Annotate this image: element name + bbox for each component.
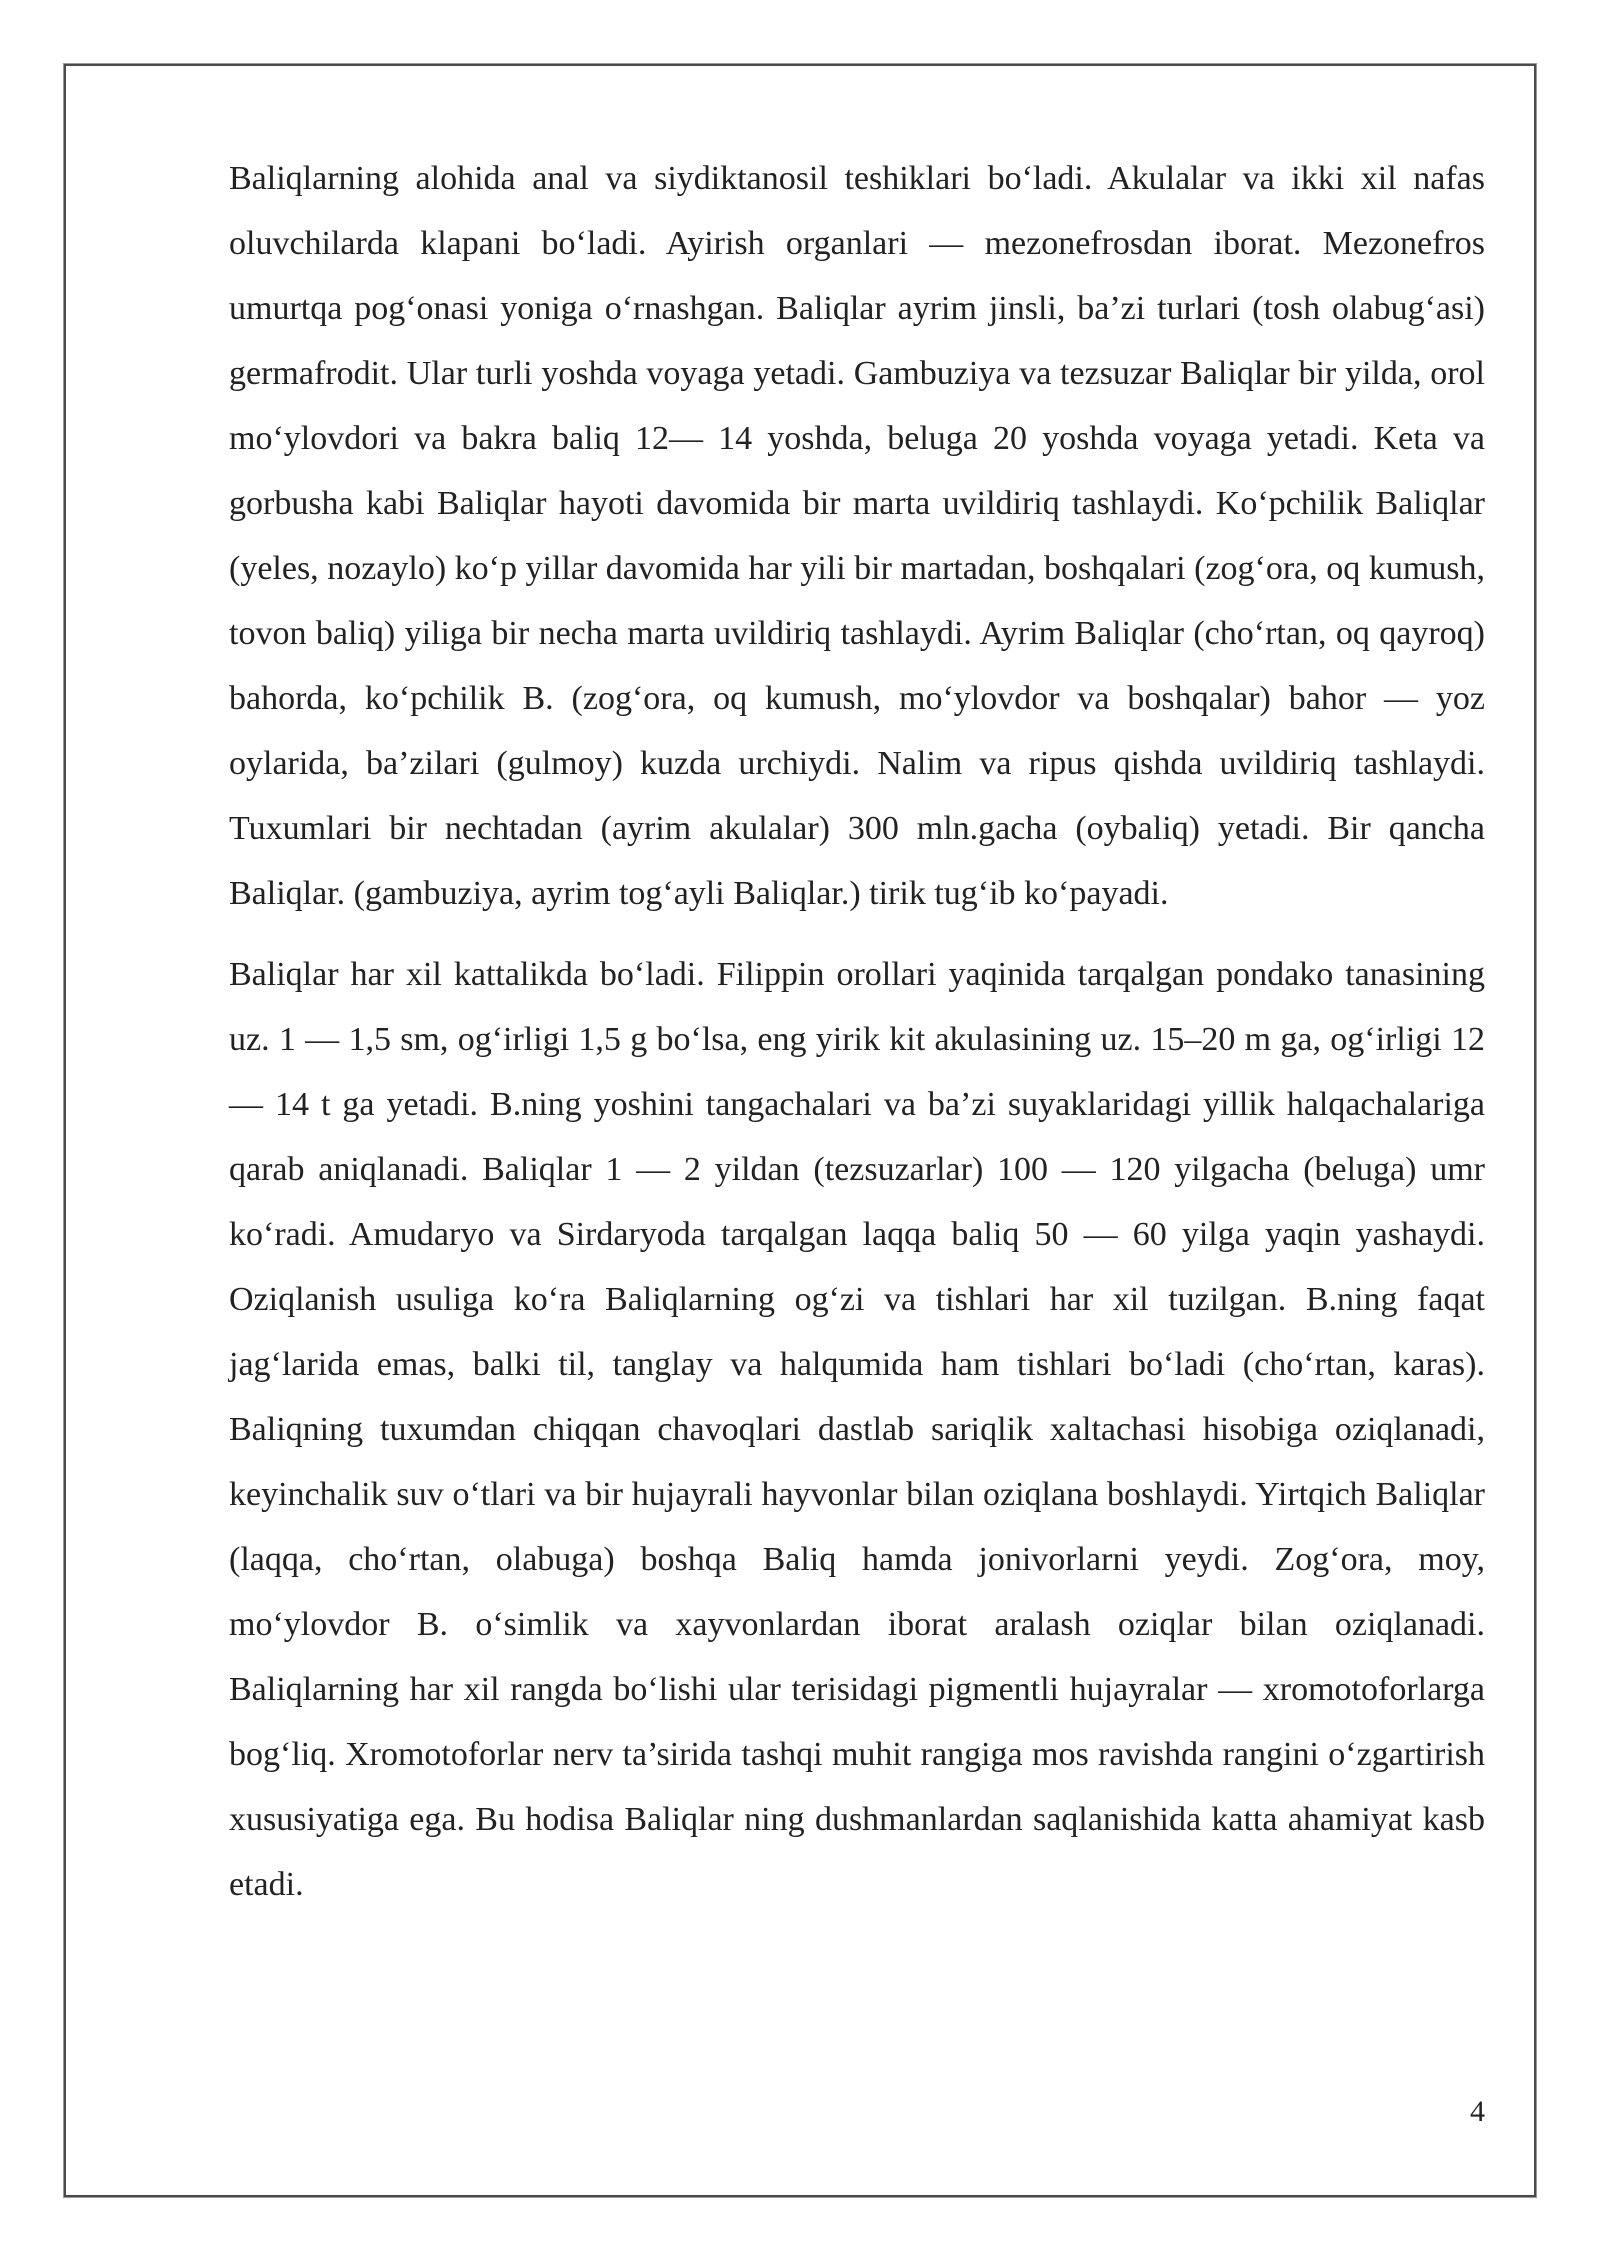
- paragraph-2: Baliqlar har xil kattalikda bo‘ladi. Filippin orollari yaqinida tarqalgan pondako tanasining uz. 1 — 1,5 sm, og‘irligi 1,5 g bo‘lsa, eng yirik kit akulasining uz. 15–20 m ga, og‘irligi 12 — 14 t ga yetadi. B.ning yoshini tangachalari va ba’zi suyaklaridagi yillik halqachalariga qarab aniqlanadi. Baliqlar 1 — 2 yildan (tezsuzarlar) 100 — 120 yilgacha (beluga) umr ko‘radi. Amudaryo va Sirdaryoda tarqalgan laqqa baliq 50 — 60 yilga yaqin yashaydi. Oziqlanish usuliga ko‘ra Baliqlarning og‘zi va tishlari har xil tuzilgan. B.ning faqat jag‘larida emas, balki til, tanglay va halqumida ham tishlari bo‘ladi (cho‘rtan, karas). Baliqning tuxumdan chiqqan chavoqlari dastlab sariqlik xaltachasi hisobiga oziqlanadi, keyinchalik suv o‘tlari va bir hujayrali hayvonlar bilan oziqlana boshlaydi. Yirtqich Baliqlar (laqqa, cho‘rtan, olabuga) boshqa Baliq hamda jonivorlarni yeydi. Zog‘ora, moy, mo‘ylovdor B. o‘simlik va xayvonlardan iborat aralash oziqlar bilan oziqlanadi. Baliqlarning har xil rangda bo‘lishi ular terisidagi pigmentli hujayralar — xromotoforlarga bog‘liq. Xromotoforlar nerv ta’sirida tashqi muhit rangiga mos ravishda rangini o‘zgartirish xususiyatiga ega. Bu hodisa Baliqlar ning dushmanlardan saqlanishida katta ahamiyat kasb etadi.: [229, 956, 1485, 1903]
- paragraph-1: Baliqlarning alohida anal va siydiktanosil teshiklari bo‘ladi. Akulalar va ikki xil nafas oluvchilarda klapani bo‘ladi. Ayirish organlari — mezonefrosdan iborat. Mezonefros umurtqa pog‘onasi yoniga o‘rnashgan. Baliqlar ayrim jinsli, ba’zi turlari (tosh olabug‘asi) germafrodit. Ular turli yoshda voyaga yetadi. Gambuziya va tezsuzar Baliqlar bir yilda, orol mo‘ylovdori va bakra baliq 12— 14 yoshda, beluga 20 yoshda voyaga yetadi. Keta va gorbusha kabi Baliqlar hayoti davomida bir marta uvildiriq tashlaydi. Ko‘pchilik Baliqlar (yeles, nozaylo) ko‘p yillar davomida har yili bir martadan, boshqalari (zog‘ora, oq kumush, tovon baliq) yiliga bir necha marta uvildiriq tashlaydi. Ayrim Baliqlar (cho‘rtan, oq qayroq) bahorda, ko‘pchilik B. (zog‘ora, oq kumush, mo‘ylovdor va boshqalar) bahor — yoz oylarida, ba’zilari (gulmoy) kuzda urchiydi. Nalim va ripus qishda uvildiriq tashlaydi. Tuxumlari bir nechtadan (ayrim akulalar) 300 mln.gacha (oybaliq) yetadi. Bir qancha Baliqlar. (gambuziya, ayrim tog‘ayli Baliqlar.) tirik tug‘ib ko‘payadi.: [229, 160, 1485, 912]
- page-number: 4: [1470, 2095, 1485, 2128]
- document-body: [229, 146, 1485, 1933]
